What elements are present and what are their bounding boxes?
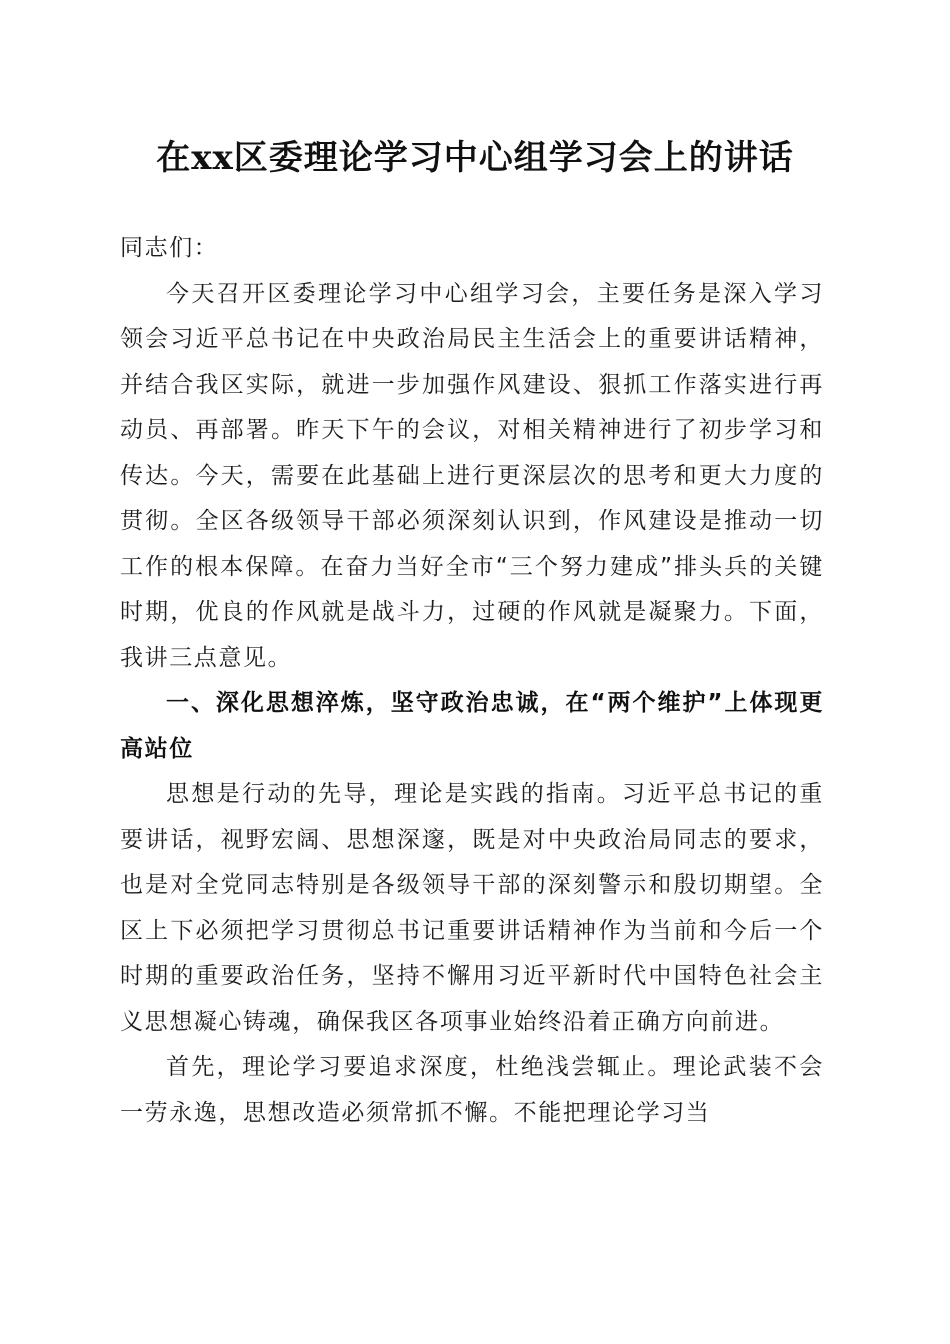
document-body [120,226,824,1136]
salutation: 同志们： [120,235,219,261]
paragraph-intro: 今天召开区委理论学习中心组学习会，主要任务是深入学习领会习近平总书记在中央政治局民主生活会上的重要讲话精神，并结合我区实际，就进一步加强作风建设、狠抓工作落实进行再动员、再部署。昨天下午的会议，对相关精神进行了初步学习和传达。今天，需要在此基础上进行更深层次的思考和更大力度的贯彻。全区各级领导干部必须深刻认识到，作风建设是推动一切工作的根本保障。在奋力当好全市“三个努力建成”排头兵的关键时期，优良的作风就是战斗力，过硬的作风就是凝聚力。下面，我讲三点意见。 [120,280,824,671]
paragraph-section-1: 思想是行动的先导，理论是实践的指南。习近平总书记的重要讲话，视野宏阔、思想深邃，既是对中央政治局同志的要求，也是对全党同志特别是各级领导干部的深刻警示和殷切期望。全区上下必须把学习贯彻总书记重要讲话精神作为当前和今后一个时期的重要政治任务，坚持不懈用习近平新时代中国特色社会主义思想凝心铸魂，确保我区各项事业始终沿着正确方向前进。 [120,781,824,1035]
paragraph-first-point: 首先，理论学习要追求深度，杜绝浅尝辄止。理论武装不会一劳永逸，思想改造必须常抓不懈。不能把理论学习当 [120,1054,824,1126]
section-heading-1: 一、深化思想淬炼，坚守政治忠诚，在“两个维护”上体现更高站位 [120,690,824,762]
document-title: 在xx区委理论学习中心组学习会上的讲话 [156,138,794,178]
